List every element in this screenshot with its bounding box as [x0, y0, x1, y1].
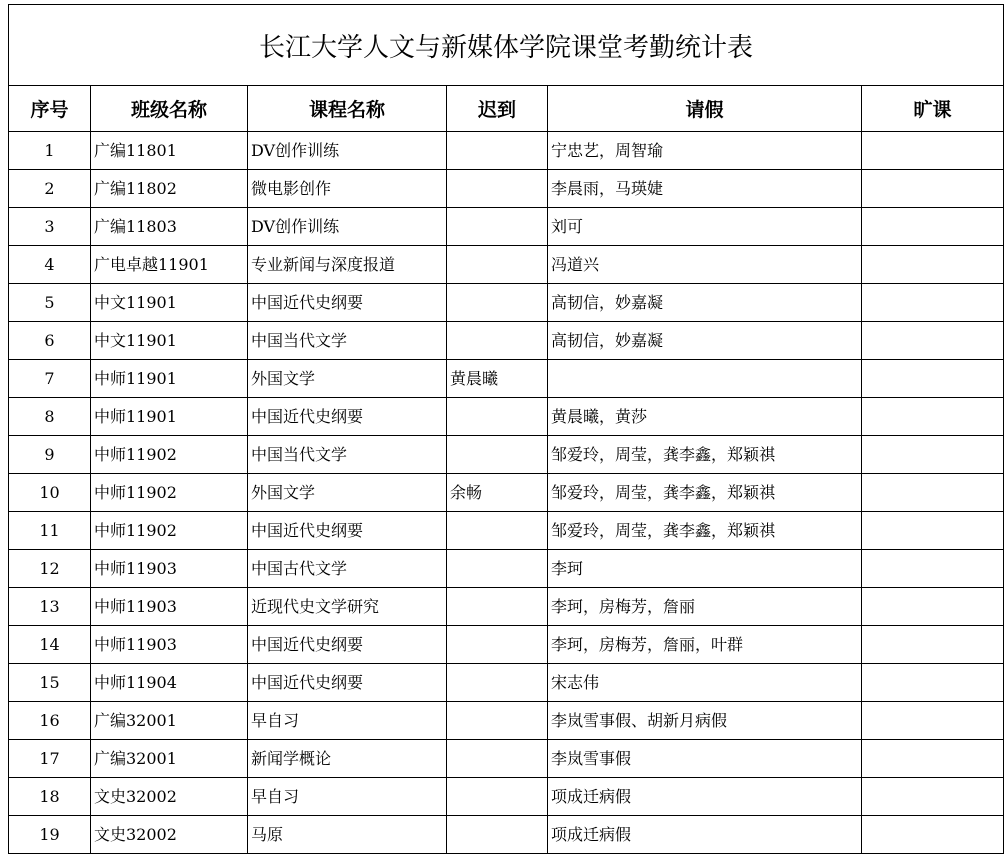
header-no: 序号 [9, 86, 91, 132]
cell-late [447, 246, 548, 284]
cell-absent [862, 170, 1004, 208]
cell-class: 中师11901 [91, 360, 248, 398]
cell-no: 9 [9, 436, 91, 474]
cell-leave: 宋志伟 [548, 664, 862, 702]
cell-class: 中师11901 [91, 398, 248, 436]
cell-late [447, 626, 548, 664]
cell-late [447, 816, 548, 854]
table-row [9, 474, 1004, 512]
cell-leave: 李岚雪事假、胡新月病假 [548, 702, 862, 740]
cell-course: 外国文学 [248, 474, 447, 512]
cell-no: 2 [9, 170, 91, 208]
cell-course: 中国近代史纲要 [248, 664, 447, 702]
cell-class: 广编11802 [91, 170, 248, 208]
table-row [9, 512, 1004, 550]
cell-no: 5 [9, 284, 91, 322]
cell-leave: 李晨雨，马瑛婕 [548, 170, 862, 208]
cell-course: 近现代史文学研究 [248, 588, 447, 626]
cell-leave: 刘可 [548, 208, 862, 246]
cell-leave: 项成迁病假 [548, 816, 862, 854]
cell-absent [862, 626, 1004, 664]
cell-course: DV创作训练 [248, 208, 447, 246]
table-row [9, 132, 1004, 170]
table-row [9, 398, 1004, 436]
table-row [9, 588, 1004, 626]
header-course: 课程名称 [248, 86, 447, 132]
cell-class: 文史32002 [91, 778, 248, 816]
cell-course: 新闻学概论 [248, 740, 447, 778]
cell-absent [862, 588, 1004, 626]
cell-course: DV创作训练 [248, 132, 447, 170]
cell-absent [862, 664, 1004, 702]
cell-late [447, 778, 548, 816]
table-row [9, 360, 1004, 398]
cell-leave: 邹爱玲，周莹，龚李鑫，郑颖祺 [548, 512, 862, 550]
cell-class: 广编32001 [91, 740, 248, 778]
cell-absent [862, 512, 1004, 550]
cell-no: 10 [9, 474, 91, 512]
cell-late [447, 132, 548, 170]
cell-course: 中国当代文学 [248, 436, 447, 474]
cell-leave: 李珂 [548, 550, 862, 588]
table-title: 长江大学人文与新媒体学院课堂考勤统计表 [9, 5, 1004, 86]
header-absent: 旷课 [862, 86, 1004, 132]
cell-late: 余畅 [447, 474, 548, 512]
cell-late [447, 398, 548, 436]
table-body [9, 132, 1004, 854]
cell-late [447, 702, 548, 740]
cell-no: 11 [9, 512, 91, 550]
cell-absent [862, 398, 1004, 436]
cell-course: 中国近代史纲要 [248, 626, 447, 664]
cell-no: 7 [9, 360, 91, 398]
header-late: 迟到 [447, 86, 548, 132]
cell-leave: 邹爱玲，周莹，龚李鑫，郑颖祺 [548, 474, 862, 512]
cell-no: 18 [9, 778, 91, 816]
cell-leave: 高韧信，妙嘉凝 [548, 322, 862, 360]
cell-no: 15 [9, 664, 91, 702]
cell-late [447, 322, 548, 360]
cell-late [447, 550, 548, 588]
cell-absent [862, 132, 1004, 170]
cell-late [447, 284, 548, 322]
cell-late [447, 208, 548, 246]
cell-course: 中国近代史纲要 [248, 512, 447, 550]
cell-class: 中师11902 [91, 512, 248, 550]
cell-no: 14 [9, 626, 91, 664]
cell-absent [862, 816, 1004, 854]
cell-leave: 李珂，房梅芳，詹丽 [548, 588, 862, 626]
cell-no: 8 [9, 398, 91, 436]
cell-course: 早自习 [248, 778, 447, 816]
cell-absent [862, 474, 1004, 512]
cell-absent [862, 550, 1004, 588]
cell-class: 广编11803 [91, 208, 248, 246]
cell-no: 16 [9, 702, 91, 740]
cell-no: 3 [9, 208, 91, 246]
table-row [9, 664, 1004, 702]
table-row [9, 778, 1004, 816]
cell-course: 中国近代史纲要 [248, 284, 447, 322]
cell-course: 微电影创作 [248, 170, 447, 208]
table-row [9, 284, 1004, 322]
cell-absent [862, 284, 1004, 322]
cell-class: 中师11903 [91, 626, 248, 664]
cell-course: 早自习 [248, 702, 447, 740]
cell-class: 广编32001 [91, 702, 248, 740]
table-row [9, 436, 1004, 474]
cell-no: 1 [9, 132, 91, 170]
cell-course: 马原 [248, 816, 447, 854]
cell-class: 文史32002 [91, 816, 248, 854]
cell-class: 中文11901 [91, 322, 248, 360]
cell-no: 17 [9, 740, 91, 778]
table-row [9, 208, 1004, 246]
cell-absent [862, 322, 1004, 360]
header-class: 班级名称 [91, 86, 248, 132]
cell-leave: 项成迁病假 [548, 778, 862, 816]
cell-absent [862, 436, 1004, 474]
cell-no: 12 [9, 550, 91, 588]
cell-late: 黄晨曦 [447, 360, 548, 398]
cell-absent [862, 360, 1004, 398]
table-row [9, 550, 1004, 588]
cell-class: 中师11904 [91, 664, 248, 702]
cell-class: 中文11901 [91, 284, 248, 322]
cell-absent [862, 208, 1004, 246]
cell-late [447, 740, 548, 778]
cell-leave: 邹爱玲，周莹，龚李鑫，郑颖祺 [548, 436, 862, 474]
cell-class: 广编11801 [91, 132, 248, 170]
cell-no: 6 [9, 322, 91, 360]
cell-no: 4 [9, 246, 91, 284]
cell-late [447, 512, 548, 550]
cell-class: 中师11902 [91, 436, 248, 474]
cell-late [447, 436, 548, 474]
cell-course: 中国近代史纲要 [248, 398, 447, 436]
table-row [9, 246, 1004, 284]
table-row [9, 740, 1004, 778]
table-row [9, 322, 1004, 360]
cell-leave: 高韧信，妙嘉凝 [548, 284, 862, 322]
cell-course: 中国古代文学 [248, 550, 447, 588]
cell-class: 广电卓越11901 [91, 246, 248, 284]
header-row [9, 86, 1004, 132]
cell-leave: 冯道兴 [548, 246, 862, 284]
table-row [9, 816, 1004, 854]
cell-class: 中师11903 [91, 550, 248, 588]
table-row [9, 626, 1004, 664]
cell-late [447, 588, 548, 626]
cell-leave: 宁忠艺，周智瑜 [548, 132, 862, 170]
cell-leave [548, 360, 862, 398]
cell-course: 中国当代文学 [248, 322, 447, 360]
cell-course: 外国文学 [248, 360, 447, 398]
header-leave: 请假 [548, 86, 862, 132]
cell-leave: 李岚雪事假 [548, 740, 862, 778]
cell-class: 中师11903 [91, 588, 248, 626]
cell-absent [862, 778, 1004, 816]
table-row [9, 170, 1004, 208]
cell-late [447, 664, 548, 702]
cell-class: 中师11902 [91, 474, 248, 512]
table-row [9, 702, 1004, 740]
cell-absent [862, 246, 1004, 284]
cell-late [447, 170, 548, 208]
cell-absent [862, 740, 1004, 778]
attendance-table [8, 4, 1004, 854]
cell-absent [862, 702, 1004, 740]
cell-course: 专业新闻与深度报道 [248, 246, 447, 284]
cell-leave: 黄晨曦，黄莎 [548, 398, 862, 436]
cell-no: 19 [9, 816, 91, 854]
cell-leave: 李珂，房梅芳，詹丽，叶群 [548, 626, 862, 664]
cell-no: 13 [9, 588, 91, 626]
